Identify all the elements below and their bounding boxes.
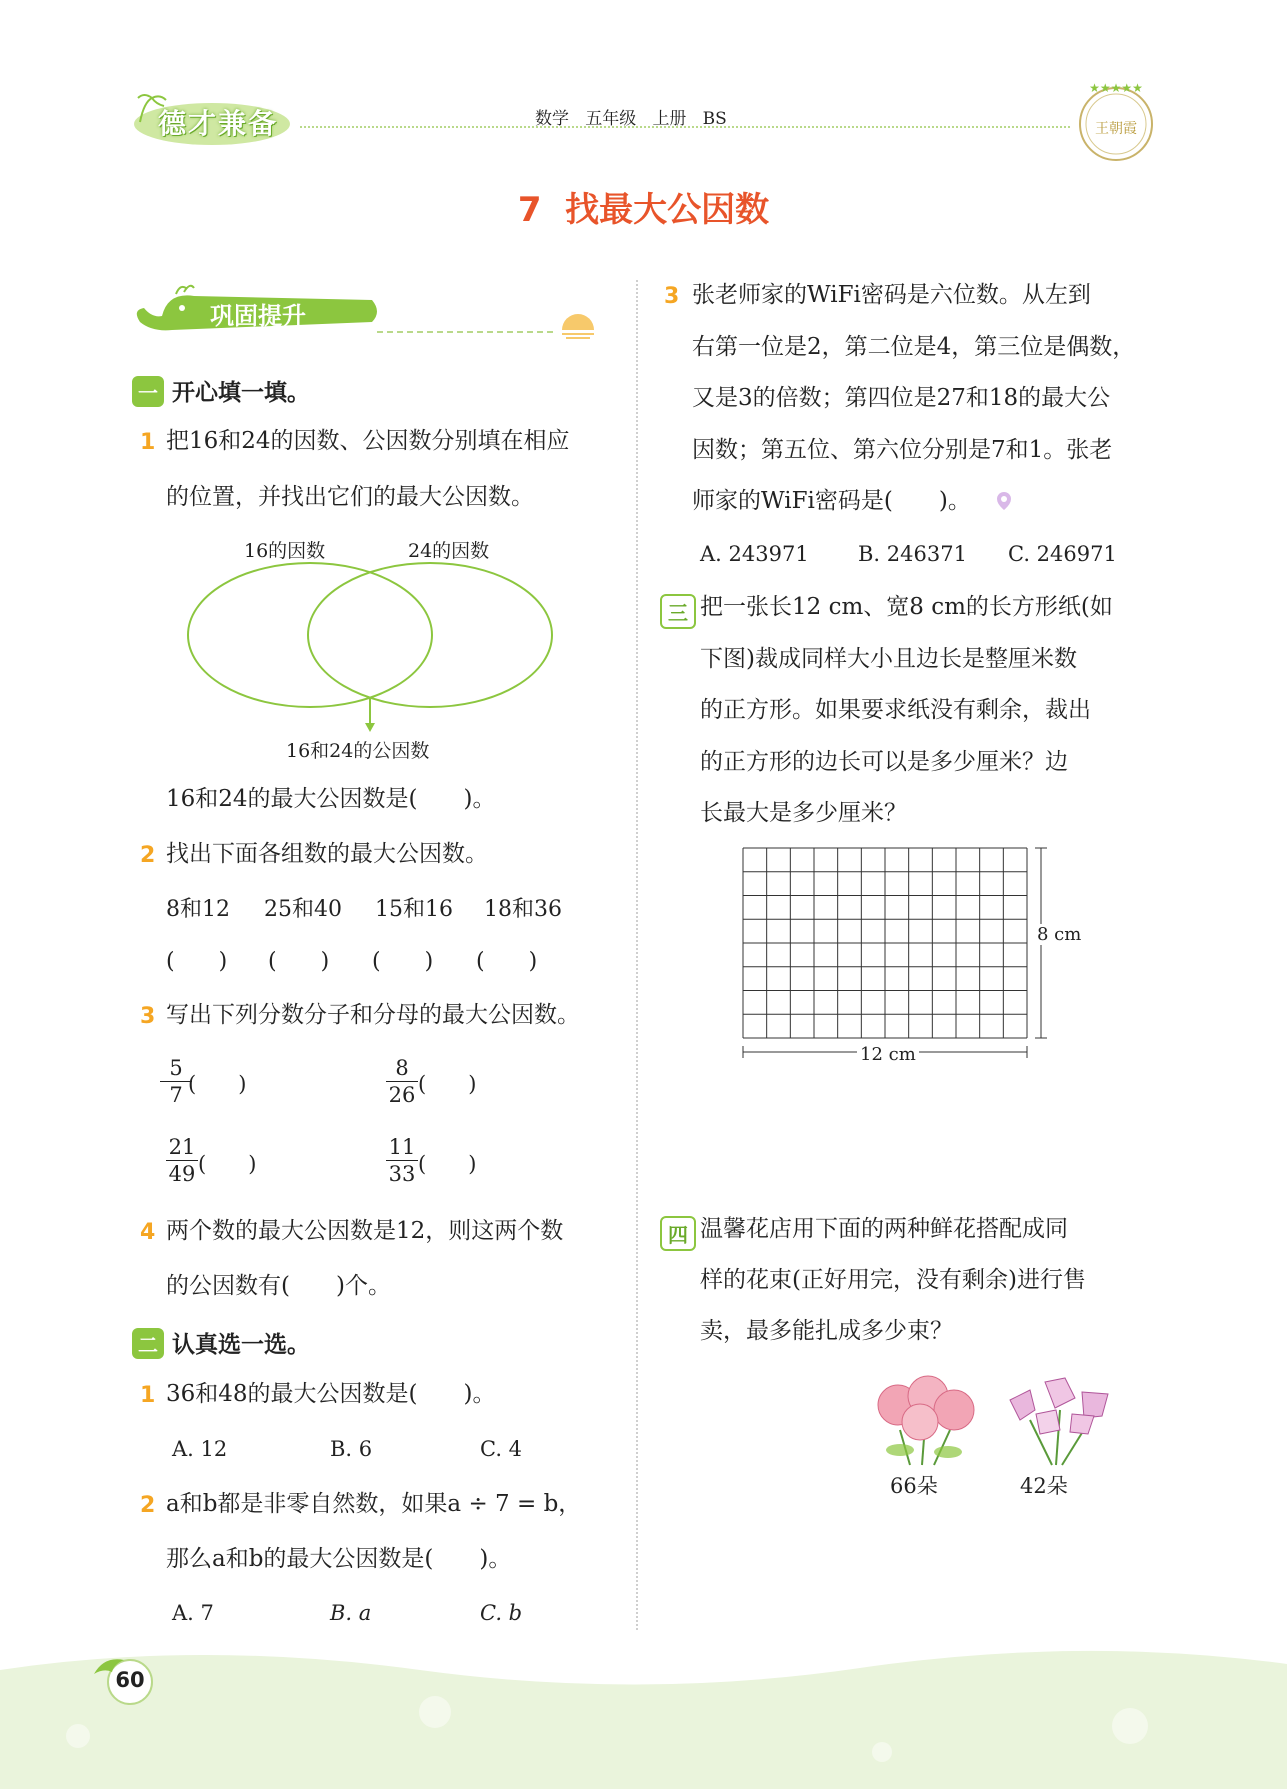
flower-carnation-label: 66朵 [890, 1474, 938, 1498]
section-title-1: 开心填一填。 [172, 380, 310, 406]
grid-width-label: 12 cm [857, 1044, 919, 1065]
c2-option-c[interactable]: C. b [480, 1601, 523, 1625]
page-title: 7 找最大公因数 [517, 190, 770, 230]
sec4-line2: 样的花束(正好用完，没有剩余)进行售 [700, 1267, 1086, 1293]
section-banner [132, 282, 612, 342]
header-subject: 数学 [535, 109, 569, 129]
venn-diagram [180, 530, 560, 770]
sec4-line1: 温馨花店用下面的两种鲜花搭配成同 [700, 1216, 1068, 1242]
venn-arrow-head [365, 723, 375, 732]
column-divider [636, 280, 638, 1630]
q2-pair-2: 25和40 [264, 897, 342, 922]
c1-option-a[interactable]: A. 12 [172, 1437, 228, 1461]
grid-height-label: 8 cm [1037, 924, 1082, 945]
c3-option-a[interactable]: A. 243971 [700, 542, 809, 566]
venn-right-label: 24的因数 [408, 540, 490, 562]
q1-line2: 的位置，并找出它们的最大公因数。 [166, 484, 534, 510]
header-edition: BS [702, 109, 727, 129]
venn-right-circle [308, 563, 552, 707]
header-meta [535, 104, 727, 129]
sec3-line5: 长最大是多少厘米？ [700, 800, 907, 826]
header-grade: 五年级 [585, 109, 637, 129]
section-title-2: 认真选一选。 [172, 1332, 310, 1358]
venn-bottom-label: 16和24的公因数 [286, 740, 430, 762]
section-badge-1: 一 [132, 376, 164, 407]
c3-line5[interactable]: 师家的WiFi密码是( )。 [692, 488, 971, 514]
q2-pair-4: 18和36 [484, 897, 562, 922]
flower-lily [990, 1370, 1130, 1500]
q3-text: 写出下列分数分子和分母的最大公因数。 [166, 1002, 580, 1028]
c3-line3: 又是3的倍数；第四位是27和18的最大公 [692, 385, 1111, 411]
fraction-2-denominator: 26 [388, 1083, 416, 1107]
footer-wave-svg [0, 1640, 1287, 1789]
fraction-1-denominator: 7 [169, 1083, 183, 1107]
location-pin-icon [994, 490, 1014, 518]
c3-number: 3 [664, 284, 680, 309]
carnation-icon [870, 1370, 980, 1470]
flower-carnation [870, 1370, 980, 1500]
q2-pair-1: 8和12 [166, 897, 230, 922]
c1-option-b[interactable]: B. 6 [330, 1437, 373, 1461]
q2-blank-2[interactable]: ( ) [268, 949, 330, 974]
c2-option-a[interactable]: A. 7 [172, 1601, 214, 1625]
fraction-4-blank[interactable]: ( ) [418, 1152, 477, 1176]
q4-number: 4 [140, 1220, 156, 1245]
venn-circles [180, 530, 560, 770]
q2-pair-3: 15和16 [375, 897, 453, 922]
sec3-line1: 把一张长12 cm、宽8 cm的长方形纸(如 [700, 594, 1113, 620]
sec3-line4: 的正方形的边长可以是多少厘米？边 [700, 749, 1068, 775]
fraction-2-numerator: 8 [386, 1055, 418, 1082]
fraction-2 [386, 1055, 418, 1108]
section-badge-2: 二 [132, 1328, 164, 1359]
q1-answer[interactable]: 16和24的最大公因数是( )。 [166, 786, 496, 812]
c3-line1: 张老师家的WiFi密码是六位数。从左到 [692, 282, 1091, 308]
publisher-stamp [1075, 80, 1157, 162]
lily-icon [990, 1370, 1130, 1470]
page-number: 60 [115, 1668, 145, 1692]
fraction-3-numerator: 21 [166, 1134, 198, 1161]
q2-number: 2 [140, 843, 156, 868]
q4-line2[interactable]: 的公因数有( )个。 [166, 1273, 391, 1299]
flower-lily-label: 42朵 [1020, 1474, 1068, 1498]
svg-text:★★★★★: ★★★★★ [1089, 81, 1143, 95]
c1-number: 1 [140, 1383, 156, 1408]
fraction-3-denominator: 49 [168, 1162, 196, 1186]
q4-line1: 两个数的最大公因数是12，则这两个数 [166, 1218, 564, 1244]
c2-line2[interactable]: 那么a和b的最大公因数是( )。 [166, 1546, 512, 1572]
sec4-line3: 卖，最多能扎成多少束？ [700, 1318, 953, 1344]
fraction-3-blank[interactable]: ( ) [198, 1152, 257, 1176]
q1-line1: 把16和24的因数、公因数分别填在相应 [166, 428, 570, 454]
c3-line2: 右第一位是2，第二位是4，第三位是偶数， [692, 334, 1136, 360]
q2-blank-3[interactable]: ( ) [372, 949, 434, 974]
fraction-4 [386, 1134, 418, 1187]
section-banner-text: 巩固提升 [210, 302, 306, 330]
stamp-text: 王朝霞 [1095, 121, 1137, 137]
q2-blank-4[interactable]: ( ) [476, 949, 538, 974]
sec3-line2: 下图)裁成同样大小且边长是整厘米数 [700, 646, 1077, 672]
fraction-1-blank[interactable]: ( ) [188, 1072, 247, 1096]
grid-figure [735, 840, 1115, 1070]
section-badge-4: 四 [660, 1216, 696, 1251]
sec3-line3: 的正方形。如果要求纸没有剩余，裁出 [700, 697, 1091, 723]
q1-number: 1 [140, 430, 156, 455]
brand-text: 德才兼备 [158, 107, 279, 140]
fraction-4-denominator: 33 [388, 1162, 416, 1186]
fraction-4-numerator: 11 [386, 1134, 418, 1161]
footer-wave [0, 1640, 1287, 1789]
q2-blank-1[interactable]: ( ) [166, 949, 228, 974]
venn-left-circle [188, 563, 432, 707]
fraction-1-numerator: 5 [160, 1055, 192, 1082]
page-number-badge [84, 1652, 164, 1712]
c2-number: 2 [140, 1493, 156, 1518]
c2-line1: a和b都是非零自然数，如果a ÷ 7 = b， [166, 1491, 582, 1517]
c3-line4: 因数；第五位、第六位分别是7和1。张老 [692, 437, 1113, 463]
c1-text[interactable]: 36和48的最大公因数是( )。 [166, 1381, 496, 1407]
c3-option-c[interactable]: C. 246971 [1008, 542, 1117, 566]
c1-option-c[interactable]: C. 4 [480, 1437, 523, 1461]
q2-text: 找出下面各组数的最大公因数。 [166, 841, 488, 867]
whale-icon [132, 282, 612, 342]
venn-left-label: 16的因数 [244, 540, 326, 562]
section-badge-3: 三 [660, 594, 696, 629]
c3-option-b[interactable]: B. 246371 [858, 542, 967, 566]
q3-number: 3 [140, 1004, 156, 1029]
c2-option-b[interactable]: B. a [330, 1601, 372, 1625]
grid-svg [735, 840, 1115, 1070]
brand-logo [130, 92, 290, 146]
header-volume: 上册 [652, 109, 687, 129]
fraction-3 [166, 1134, 198, 1187]
fraction-2-blank[interactable]: ( ) [418, 1072, 477, 1096]
